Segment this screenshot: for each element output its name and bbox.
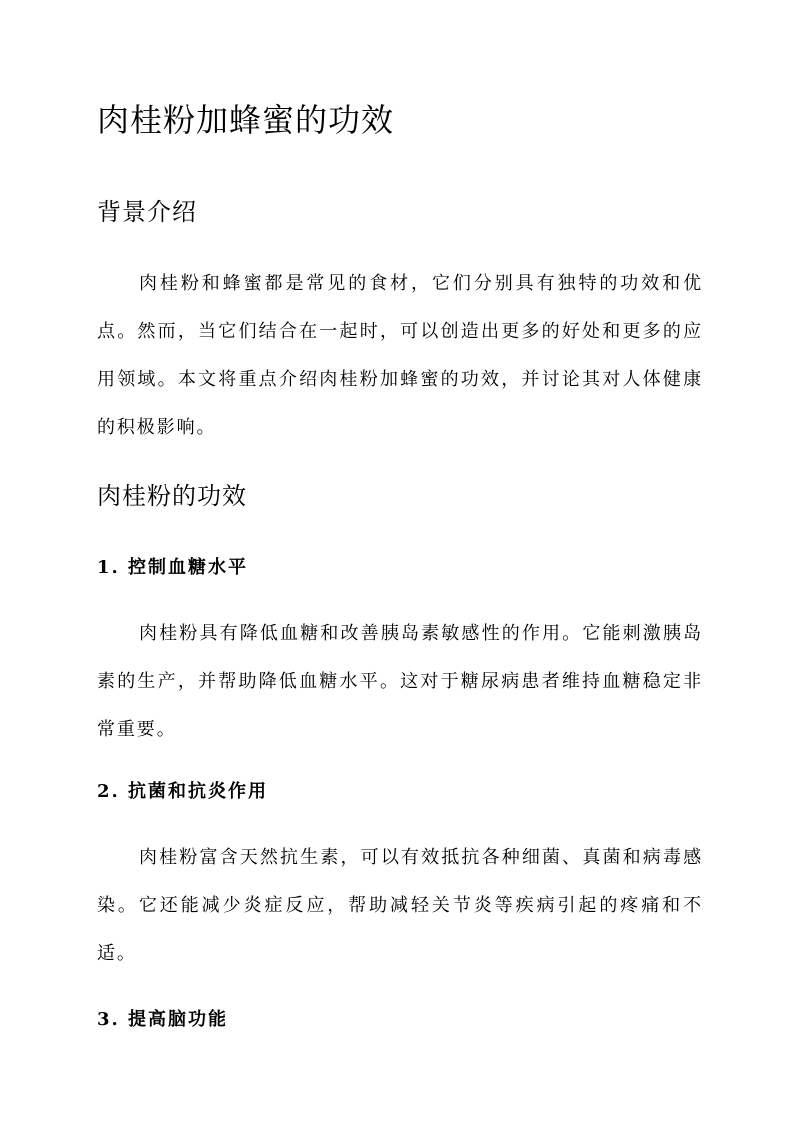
section-heading-cinnamon-effects: 肉桂粉的功效 [97,482,247,510]
subsection-heading-antibacterial: 2. 抗菌和抗炎作用 [97,781,269,802]
section-heading-background: 背景介绍 [97,198,197,226]
subsection-heading-blood-sugar: 1. 控制血糖水平 [97,557,249,578]
section-paragraph-background: 肉桂粉和蜂蜜都是常见的食材，它们分别具有独特的功效和优点。然而，当它们结合在一起时，可以创造出更多的好处和更多的应用领域。本文将重点介绍肉桂粉加蜂蜜的功效，并讨论其对人体健康的积极影响。 [97,273,703,438]
subsection-heading-brain-function: 3. 提高脑功能 [97,1009,229,1030]
document-title: 肉桂粉加蜂蜜的功效 [97,101,395,139]
subsection-paragraph-antibacterial: 肉桂粉富含天然抗生素，可以有效抵抗各种细菌、真菌和病毒感染。它还能减少炎症反应，帮助减轻关节炎等疾病引起的疼痛和不适。 [97,847,703,964]
subsection-paragraph-blood-sugar: 肉桂粉具有降低血糖和改善胰岛素敏感性的作用。它能刺激胰岛素的生产，并帮助降低血糖水平。这对于糖尿病患者维持血糖稳定非常重要。 [97,623,703,740]
